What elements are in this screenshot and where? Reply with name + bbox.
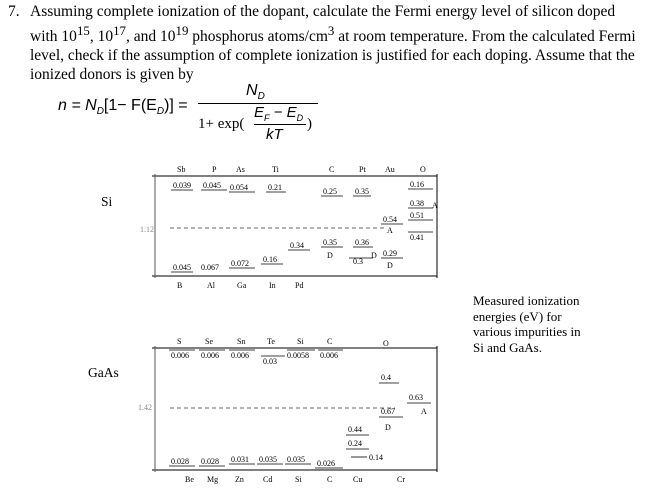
gaas-level-si-2: 0.035 [287, 455, 305, 464]
equation [58, 82, 358, 160]
gaas-level-sn: 0.006 [231, 351, 249, 360]
si-type-d-3: D [387, 261, 393, 270]
gaas-element-cr: Cr [397, 475, 405, 484]
si-level-as: 0.054 [230, 183, 248, 192]
si-level-au-1: 0.54 [383, 215, 397, 224]
si-element-p: P [212, 165, 217, 174]
si-level-pt: 0.35 [355, 187, 369, 196]
problem-text: Assuming complete ionization of the dopant, calculate the Fermi energy level of silicon doped with $10^{15}$, $10^{17}$, and $10^{19}$ phosphorus atoms/$cm^3$ at room temperature. From the calculated Fermi level, check if the assumption of complete ionization is justified for each doping. Assume that the ionized donors is given by [30, 3, 636, 84]
si-element-as: As [236, 165, 245, 174]
equation-lhs: $n = N_D[1- F(E_D)]$ = [58, 97, 188, 118]
gaas-level-c-2: 0.026 [317, 459, 335, 468]
si-element-al: Al [207, 281, 215, 290]
si-element-ga: Ga [237, 281, 247, 290]
gaas-band-diagram [135, 330, 445, 488]
si-level-ga: 0.072 [231, 259, 249, 268]
si-label: Si [101, 194, 113, 209]
si-element-pd: Pd [295, 281, 304, 290]
si-level-au-2: 0.29 [383, 249, 397, 258]
inner-fraction-bar [254, 124, 306, 125]
gaas-level-be: 0.028 [171, 457, 189, 466]
gaas-level-o-1: 0.4 [381, 373, 391, 382]
gaas-label: GaAs [88, 365, 119, 380]
gaas-element-te: Te [267, 337, 275, 346]
gaas-level-cu-1: 0.44 [348, 425, 362, 434]
si-level-c-2: 0.35 [323, 238, 337, 247]
gaas-level-s: 0.006 [171, 351, 189, 360]
gaas-element-c-2: C [327, 475, 333, 484]
si-type-d-2: D [371, 251, 377, 260]
gaas-level-se: 0.006 [201, 351, 219, 360]
gaas-element-be: Be [185, 475, 194, 484]
si-level-ti: 0.21 [268, 183, 282, 192]
si-level-pt-3: 0.3 [353, 257, 363, 266]
si-element-c: C [329, 165, 335, 174]
gaas-element-se: Se [205, 337, 213, 346]
gaas-element-zn: Zn [235, 475, 244, 484]
gaas-level-cu-3: 0.14 [369, 453, 383, 462]
gaas-type-d: D [385, 423, 391, 432]
si-gap-value: 1.12 [140, 225, 154, 234]
equation-numerator: $N_D$ [246, 82, 265, 103]
si-level-b: 0.045 [173, 263, 191, 272]
si-element-b: B [177, 281, 183, 290]
gaas-level-zn: 0.031 [231, 455, 249, 464]
si-level-pt-2: 0.36 [355, 238, 369, 247]
equation-inner-numerator: $E_F - E_D$ [254, 104, 304, 123]
si-level-o-4: 0.41 [410, 233, 424, 242]
gaas-level-cr-2: 0.67 [381, 407, 395, 416]
figure-caption: Measured ionization energies (eV) for various impurities in Si and GaAs. [473, 293, 581, 355]
gaas-level-cr-1: 0.63 [409, 393, 423, 402]
equation-inner-denominator: kT [266, 126, 283, 143]
si-level-o-2: 0.38 [410, 199, 424, 208]
equation-denominator-suffix: ) [307, 116, 312, 132]
gaas-gap-value: 1.42 [138, 403, 152, 412]
gaas-element-s: S [177, 337, 182, 346]
si-element-o: O [420, 165, 426, 174]
problem-number: 7. [8, 3, 20, 20]
si-band-diagram [135, 160, 445, 292]
si-level-c: 0.25 [323, 187, 337, 196]
si-level-o-3: 0.51 [410, 211, 424, 220]
si-level-sb: 0.039 [173, 181, 191, 190]
si-level-al: 0.067 [201, 263, 219, 272]
si-level-in: 0.16 [263, 255, 277, 264]
si-type-d-1: D [327, 251, 333, 260]
gaas-element-cd: Cd [263, 475, 273, 484]
gaas-element-cu: Cu [353, 475, 363, 484]
si-element-sb: Sb [177, 165, 186, 174]
equation-denominator-prefix: 1+ exp( [198, 116, 245, 132]
gaas-element-si: Si [297, 337, 304, 346]
gaas-element-c: C [327, 337, 333, 346]
si-element-pt: Pt [359, 165, 366, 174]
gaas-type-a: A [421, 407, 427, 416]
si-element-ti: Ti [272, 165, 279, 174]
si-element-in: In [269, 281, 276, 290]
si-level-p: 0.045 [203, 181, 221, 190]
gaas-level-si: 0.0058 [287, 351, 309, 360]
gaas-level-mg: 0.028 [201, 457, 219, 466]
si-type-a-1: A [387, 226, 393, 235]
gaas-element-mg: Mg [207, 475, 219, 484]
si-level-ti-2: 0.34 [290, 241, 304, 250]
gaas-element-sn: Sn [237, 337, 246, 346]
si-element-au: Au [385, 165, 395, 174]
gaas-level-te: 0.03 [263, 357, 277, 366]
si-level-o-top: 0.16 [410, 180, 424, 189]
gaas-level-cd: 0.035 [259, 455, 277, 464]
gaas-level-c: 0.006 [320, 351, 338, 360]
si-type-a-2: A [432, 201, 438, 210]
gaas-level-cu-2: 0.24 [348, 439, 362, 448]
gaas-element-o: O [383, 339, 389, 348]
gaas-element-si-2: Si [295, 475, 302, 484]
